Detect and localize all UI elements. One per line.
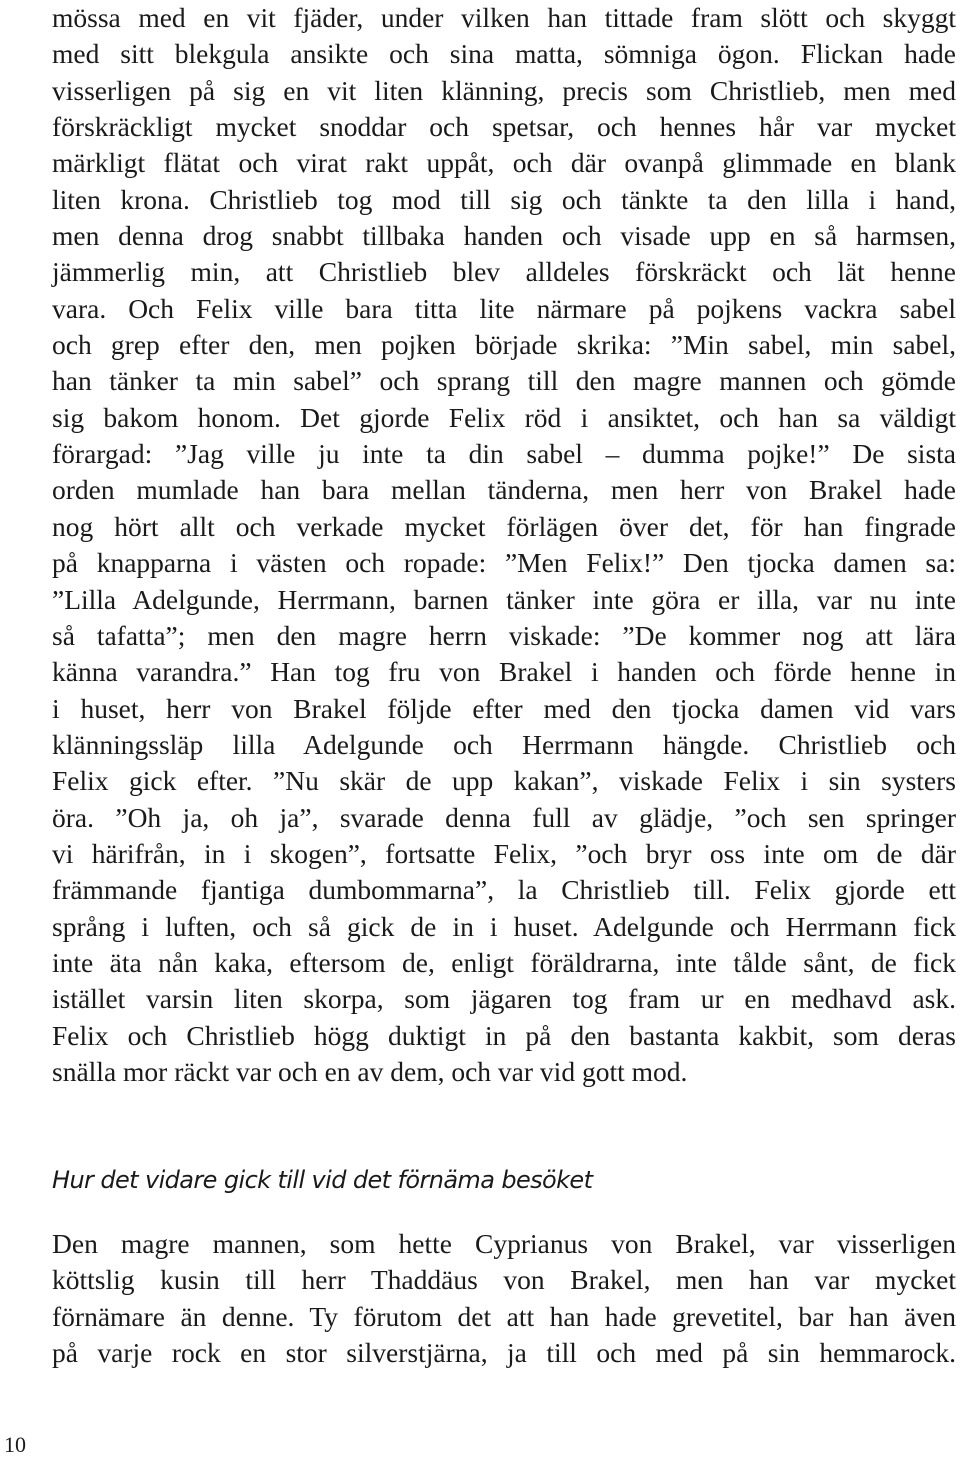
page-number: 10 xyxy=(4,1432,26,1457)
text-line: Felix gick efter. ”Nu skär de upp kakan”, viskade Felix i sin systers xyxy=(52,765,956,797)
text-line: vara. Och Felix ville bara titta lite närmare på pojkens vackra sabel xyxy=(52,292,956,324)
text-line: förnämare än denne. Ty förutom det att han hade grevetitel, bar han även xyxy=(52,1300,956,1332)
text-line: märkligt flätat och virat rakt uppåt, och där ovanpå glimmade en blank xyxy=(52,147,956,179)
text-line: orden mumlade han bara mellan tänderna, men herr von Brakel hade xyxy=(52,474,956,506)
text-line: snälla mor räckt var och en av dem, och var vid gott mod. xyxy=(52,1055,688,1087)
text-line: i huset, herr von Brakel följde efter med den tjocka damen vid vars xyxy=(52,692,956,724)
text-line: ”Lilla Adelgunde, Herrmann, barnen tänker inte göra er illa, var nu inte xyxy=(52,583,956,615)
text-line: vi härifrån, in i skogen”, fortsatte Felix, ”och bryr oss inte om de där xyxy=(52,837,956,869)
text-line: känna varandra.” Han tog fru von Brakel i handen och förde henne in xyxy=(52,656,956,688)
text-line: främmande fjantiga dumbommarna”, la Christlieb till. Felix gjorde ett xyxy=(52,874,956,906)
text-line: köttslig kusin till herr Thaddäus von Brakel, men han var mycket xyxy=(52,1264,956,1296)
text-line: förargad: ”Jag ville ju inte ta din sabel – dumma pojke!” De sista xyxy=(52,438,956,470)
text-line: klänningssläp lilla Adelgunde och Herrmann hängde. Christlieb och xyxy=(52,728,956,760)
text-line: nog hört allt och verkade mycket förlägen över det, för han fingrade xyxy=(52,510,956,542)
text-line: språng i luften, och så gick de in i huset. Adelgunde och Herrmann fick xyxy=(52,910,956,942)
text-line: men denna drog snabbt tillbaka handen och visade upp en så harmsen, xyxy=(52,220,956,252)
text-line: och grep efter den, men pojken började skrika: ”Min sabel, min sabel, xyxy=(52,329,956,361)
body-paragraph xyxy=(52,0,956,1090)
text-line: på knapparna i västen och ropade: ”Men Felix!” Den tjocka damen sa: xyxy=(52,547,956,579)
text-line: inte äta nån kaka, eftersom de, enligt föräldrarna, inte tålde sånt, de fick xyxy=(52,946,956,978)
text-line: liten krona. Christlieb tog mod till sig och tänkte ta den lilla i hand, xyxy=(52,183,956,215)
text-line: jämmerlig min, att Christlieb blev alldeles förskräckt och lät henne xyxy=(52,256,956,288)
text-line: istället varsin liten skorpa, som jägaren tog fram ur en medhavd ask. xyxy=(52,983,956,1015)
text-line: öra. ”Oh ja, oh ja”, svarade denna full av glädje, ”och sen springer xyxy=(52,801,956,833)
text-line: visserligen på sig en vit liten klänning, precis som Christlieb, men med xyxy=(52,74,956,106)
text-line: sig bakom honom. Det gjorde Felix röd i ansiktet, och han sa väldigt xyxy=(52,401,956,433)
text-line: förskräckligt mycket snoddar och spetsar, och hennes hår var mycket xyxy=(52,111,956,143)
text-line: mössa med en vit fjäder, under vilken han tittade fram slött och skyggt xyxy=(52,2,956,33)
text-line: med sitt blekgula ansikte och sina matta, sömniga ögon. Flickan hade xyxy=(52,38,956,70)
text-line: på varje rock en stor silverstjärna, ja till och med på sin hemmarock. xyxy=(52,1337,956,1369)
text-line: så tafatta”; men den magre herrn viskade: ”De kommer nog att lära xyxy=(52,619,956,651)
text-line: Felix och Christlieb högg duktigt in på den bastanta kakbit, som deras xyxy=(52,1019,956,1051)
text-line: han tänker ta min sabel” och sprang till den magre mannen och gömde xyxy=(52,365,956,397)
text-line: Den magre mannen, som hette Cyprianus von Brakel, var visserligen xyxy=(52,1228,956,1259)
body-paragraph xyxy=(52,1226,956,1371)
section-heading: Hur det vidare gick till vid det förnäma besöket xyxy=(52,1166,593,1194)
